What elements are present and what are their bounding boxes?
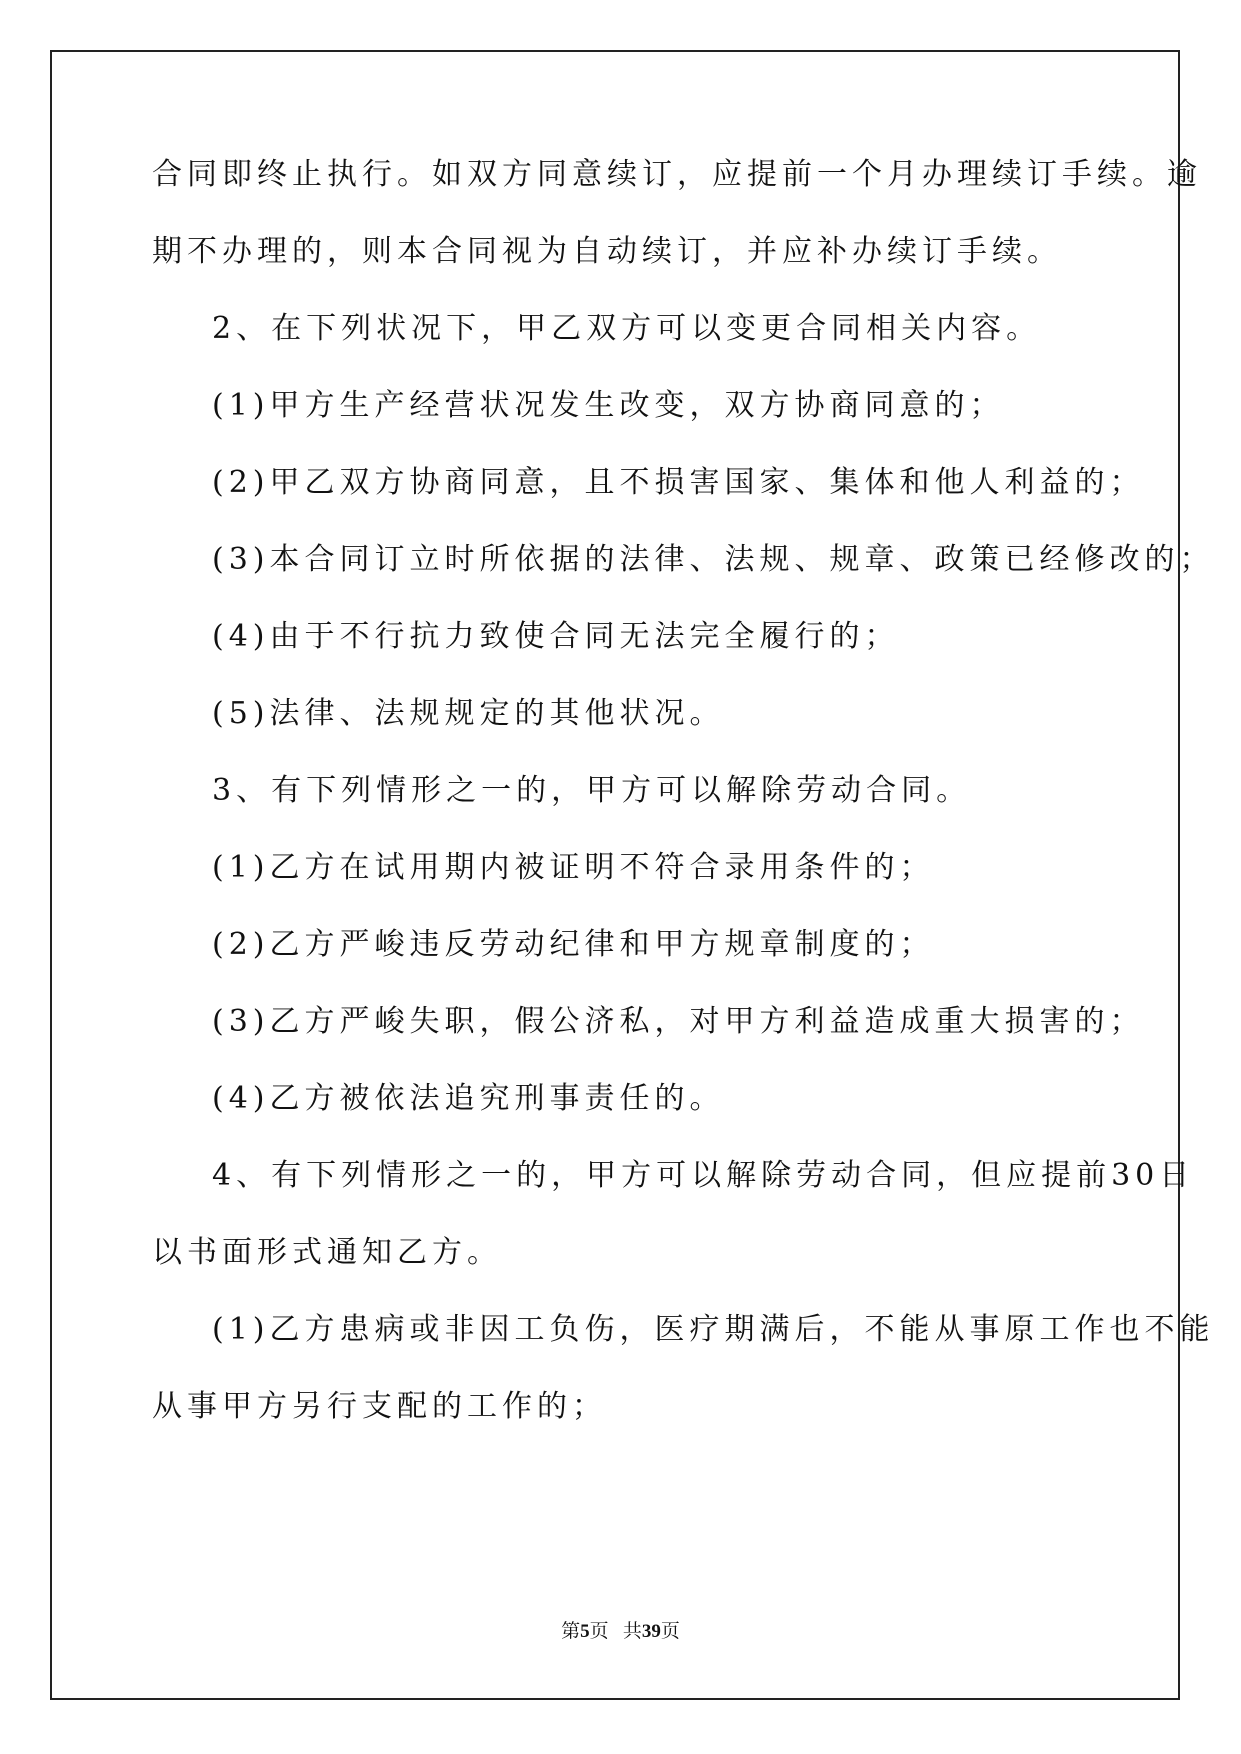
text-line: (4)由于不行抗力致使合同无法完全履行的； [212, 619, 900, 654]
page-footer [0, 1616, 1241, 1643]
text-line: (1)乙方患病或非因工负伤，医疗期满后，不能从事原工作也不能 [212, 1312, 1215, 1347]
footer-total-prefix: 共 [622, 1621, 642, 1642]
text-line: (1)甲方生产经营状况发生改变，双方协商同意的； [212, 388, 1005, 423]
text-line: 4、有下列情形之一的，甲方可以解除劳动合同，但应提前30日 [212, 1158, 1195, 1193]
text-line: (1)乙方在试用期内被证明不符合录用条件的； [212, 850, 935, 885]
document-body [152, 157, 1215, 1469]
text-line: 从事甲方另行支配的工作的； [152, 1389, 607, 1424]
text-line: (2)乙方严峻违反劳动纪律和甲方规章制度的； [212, 927, 935, 962]
footer-page-suffix: 页 [589, 1621, 609, 1642]
text-line: 合同即终止执行。如双方同意续订，应提前一个月办理续订手续。逾 [152, 157, 1202, 192]
text-line: (4)乙方被依法追究刑事责任的。 [212, 1081, 725, 1116]
text-line: 3、有下列情形之一的，甲方可以解除劳动合同。 [212, 773, 972, 808]
text-line: 以书面形式通知乙方。 [152, 1235, 502, 1270]
text-line: (5)法律、法规规定的其他状况。 [212, 696, 725, 731]
text-line: (3)本合同订立时所依据的法律、法规、规章、政策已经修改的； [212, 542, 1215, 577]
footer-page-number: 5 [580, 1621, 590, 1642]
footer-total-pages: 39 [641, 1621, 661, 1642]
text-line: (3)乙方严峻失职，假公济私，对甲方利益造成重大损害的； [212, 1004, 1145, 1039]
text-line: 2、在下列状况下，甲乙双方可以变更合同相关内容。 [212, 311, 1042, 346]
text-line: (2)甲乙双方协商同意，且不损害国家、集体和他人利益的； [212, 465, 1145, 500]
footer-prefix: 第 [561, 1621, 581, 1642]
footer-total-suffix: 页 [660, 1621, 680, 1642]
text-line: 期不办理的，则本合同视为自动续订，并应补办续订手续。 [152, 234, 1062, 269]
